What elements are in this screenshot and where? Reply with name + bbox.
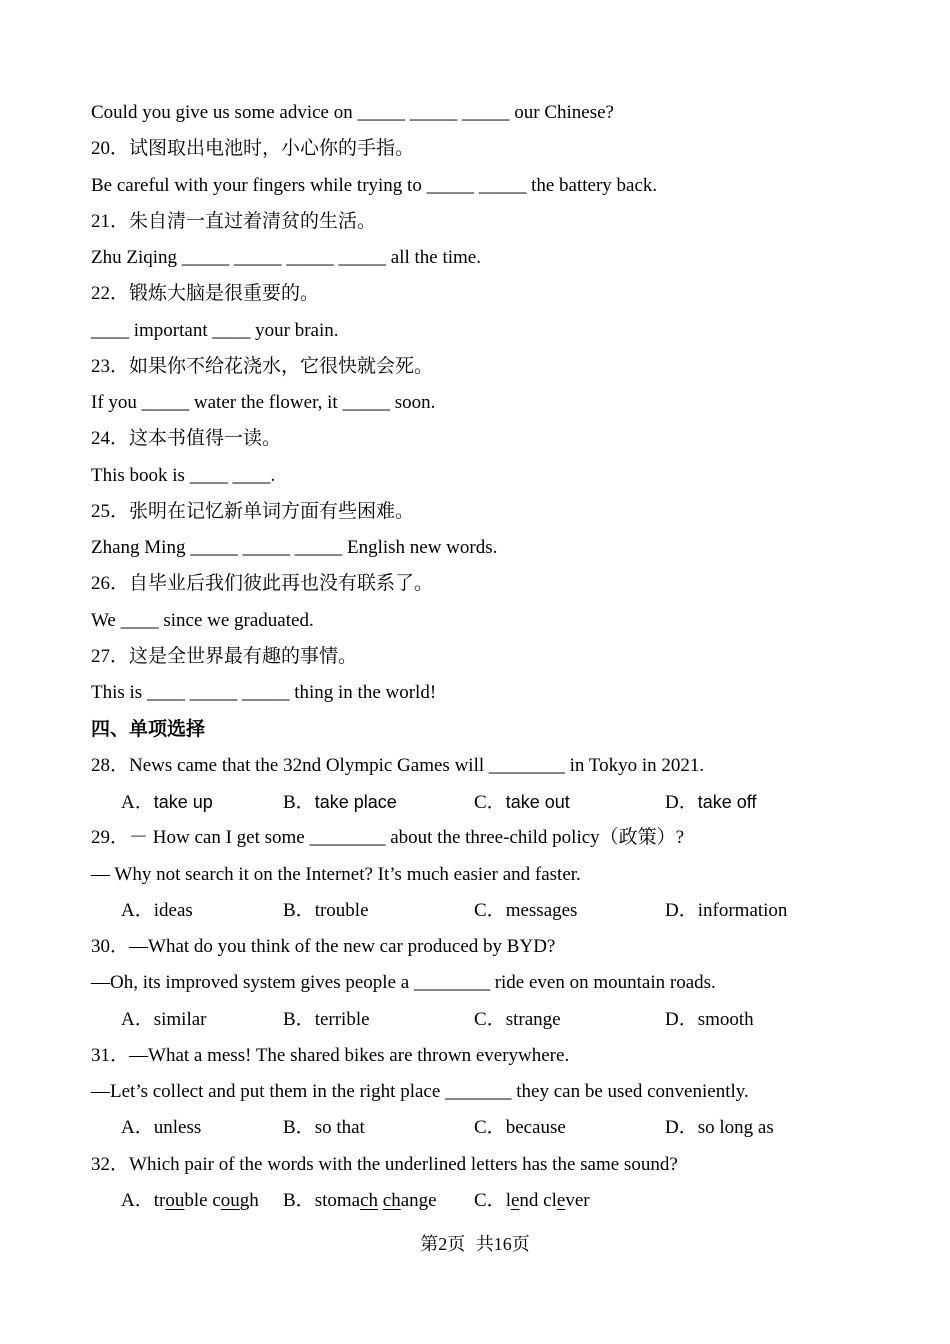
question-number: 28． [91,754,130,776]
option-b [283,893,369,929]
option-b [283,1183,437,1219]
word-part: l [505,1189,511,1211]
question-number: 20． [91,138,130,160]
question-32-stem [91,1147,931,1183]
chinese-sentence: 张明在记忆新单词方面有些困难。 [129,500,415,522]
option-text: because [505,1117,566,1139]
question-20-english: Be careful with your fingers while trying to _____ _____ the battery back. [91,174,658,196]
option-d [665,893,787,929]
question-30-stem [91,929,931,965]
question-24-chinese [91,421,931,457]
question-31-stem [91,1038,931,1074]
option-text: take off [697,792,757,813]
option-letter: C． [474,899,506,921]
question-26-english: We ____ since we graduated. [91,609,314,631]
option-text: take place [314,792,397,813]
question-number: 22． [91,283,130,305]
option-letter: C． [474,1189,506,1211]
option-letter: D． [665,792,698,814]
question-28-stem [91,748,931,784]
word-part: nd [519,1189,539,1211]
option-letter: A． [121,1189,154,1211]
chinese-sentence: 朱自清一直过着清贫的生活。 [129,210,377,232]
option-text: similar [153,1008,207,1030]
option-text: messages [505,899,578,921]
question-29-reply: — Why not search it on the Internet? It’s much easier and faster. [91,863,581,885]
question-30-reply: —Oh, its improved system gives people a ________ ride even on mountain roads. [91,972,716,994]
word-part: gh [239,1189,259,1211]
section-title: 四、单项选择 [91,718,206,740]
option-letter: B． [283,1189,315,1211]
question-21-chinese [91,204,931,240]
question-number: 26． [91,573,130,595]
word-part: ange [400,1189,437,1211]
question-number: 23． [91,355,130,377]
option-text: strange [505,1008,561,1030]
option-letter: D． [665,1117,698,1139]
option-letter: A． [121,1008,154,1030]
option-c [474,893,577,929]
question-number: 30． [91,936,130,958]
option-a [121,1183,259,1219]
option-letter: B． [283,792,315,814]
question-19-english: Could you give us some advice on _____ _____ _____ our Chinese? [91,102,614,123]
page-content [91,95,931,1219]
question-text: —What a mess! The shared bikes are thrown everywhere. [129,1044,570,1066]
question-number: 25． [91,500,130,522]
option-c [474,1002,561,1038]
option-text: smooth [697,1008,754,1030]
question-21-english: Zhu Ziqing _____ _____ _____ _____ all the time. [91,247,481,269]
option-a [121,1002,207,1038]
page-footer: 第2页 共16页 [420,1234,530,1254]
option-letter: B． [283,899,315,921]
option-c [474,1183,590,1219]
question-text: —What do you think of the new car produced by BYD? [129,936,556,958]
option-letter: B． [283,1117,315,1139]
question-text: News came that the 32nd Olympic Games will ________ in Tokyo in 2021. [129,754,705,776]
option-letter: A． [121,899,154,921]
question-29-stem [91,820,931,856]
underlined-letters: e [556,1189,566,1211]
question-28-options [91,784,931,820]
chinese-sentence: 如果你不给花浇水，它很快就会死。 [129,355,434,377]
question-31-reply: —Let’s collect and put them in the right place _______ they can be used conveniently. [91,1081,749,1103]
underlined-letters: ch [360,1189,379,1211]
question-32-options [91,1183,931,1219]
option-letter: D． [665,1008,698,1030]
option-b [283,1110,365,1146]
question-number: 31． [91,1044,130,1066]
word-part: stoma [314,1189,361,1211]
word-part: ble [184,1189,208,1211]
question-20-chinese [91,131,931,167]
option-text: unless [153,1117,202,1139]
chinese-sentence: 这本书值得一读。 [129,428,282,450]
option-text: so long as [697,1117,774,1139]
option-letter: C． [474,1117,506,1139]
underlined-letters: ou [165,1189,185,1211]
question-24-english: This book is ____ ____. [91,464,276,486]
question-number: 24． [91,428,130,450]
option-text: so that [314,1117,365,1139]
option-text: information [697,899,788,921]
question-31-options [91,1110,931,1146]
word-part: cl [543,1189,557,1211]
chinese-sentence: 自毕业后我们彼此再也没有联系了。 [129,573,434,595]
question-27-english: This is ____ _____ _____ thing in the world! [91,682,437,704]
underlined-letters: e [510,1189,520,1211]
option-d [665,1110,774,1146]
option-a [121,784,213,821]
underlined-letters: ch [382,1189,401,1211]
question-number: 29． [91,827,130,849]
question-23-english: If you _____ water the flower, it _____ soon. [91,392,436,414]
option-b [283,1002,370,1038]
question-25-chinese [91,494,931,530]
word-part: ver [565,1189,590,1211]
question-22-english: ____ important ____ your brain. [91,319,339,341]
option-text: terrible [314,1008,370,1030]
option-b [283,784,397,821]
question-number: 27． [91,645,130,667]
option-letter: A． [121,792,154,814]
option-a [121,893,193,929]
question-22-chinese [91,276,931,312]
option-c [474,784,570,821]
question-text: － How can I get some ________ about the three-child policy（政策）? [129,827,685,849]
word-part: c [212,1189,221,1211]
option-letter: C． [474,792,506,814]
question-text: Which pair of the words with the underlined letters has the same sound? [129,1153,678,1175]
option-text: trouble [314,899,369,921]
option-letter: A． [121,1117,154,1139]
option-text: take out [505,792,570,813]
option-letter: B． [283,1008,315,1030]
option-text: take up [153,792,213,813]
option-c [474,1110,566,1146]
question-23-chinese [91,349,931,385]
question-30-options [91,1002,931,1038]
word-part: tr [153,1189,166,1211]
option-a [121,1110,201,1146]
option-letter: D． [665,899,698,921]
underlined-letters: ou [220,1189,240,1211]
option-text: ideas [153,899,193,921]
question-number: 32． [91,1153,130,1175]
question-25-english: Zhang Ming _____ _____ _____ English new words. [91,537,498,559]
question-number: 21． [91,210,130,232]
chinese-sentence: 试图取出电池时，小心你的手指。 [129,138,415,160]
option-d [665,784,756,821]
question-29-options [91,893,931,929]
question-27-chinese [91,639,931,675]
option-letter: C． [474,1008,506,1030]
question-26-chinese [91,566,931,602]
option-d [665,1002,754,1038]
chinese-sentence: 这是全世界最有趣的事情。 [129,645,358,667]
chinese-sentence: 锻炼大脑是很重要的。 [129,283,320,305]
